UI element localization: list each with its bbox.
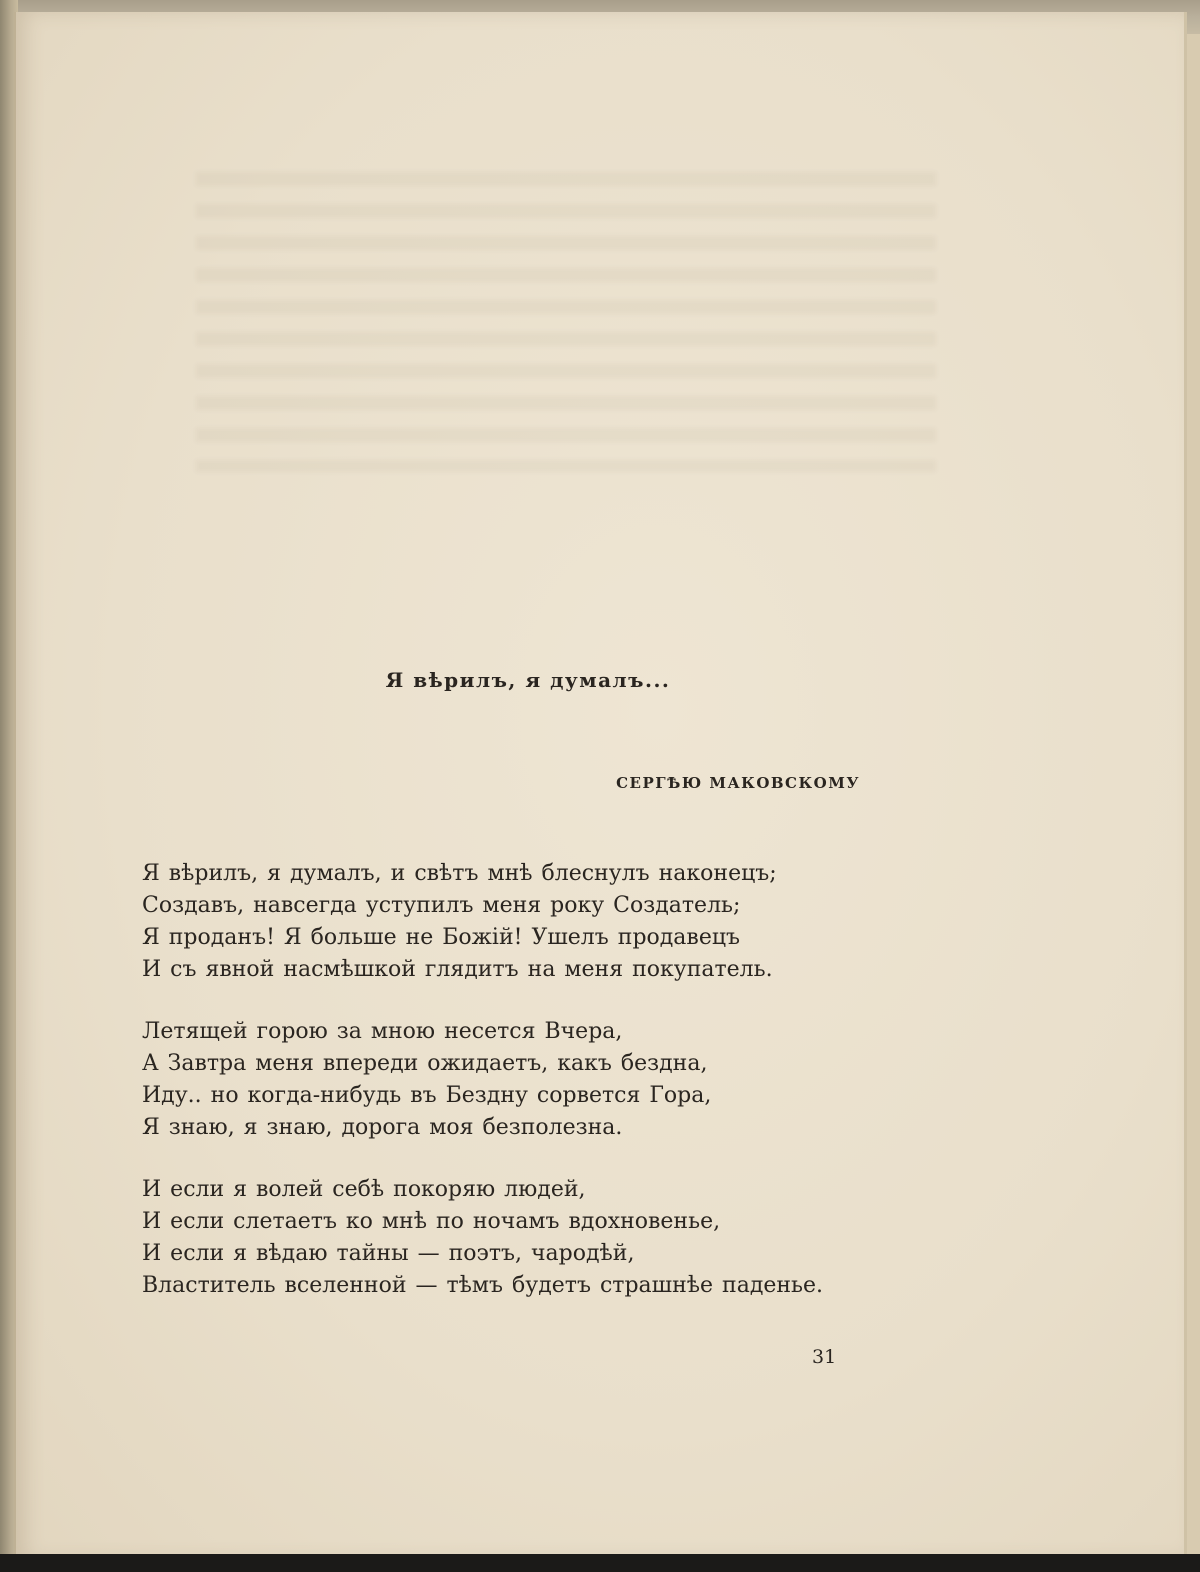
poem-line: И если слетаетъ ко мнѣ по ночамъ вдохновенье, [142,1209,721,1234]
poem-line: И съ явной насмѣшкой глядитъ на меня покупатель. [142,957,773,982]
stanza-3 [142,1174,823,1302]
stanza-1 [142,858,777,986]
stanza-2 [142,1016,711,1144]
poem-line: Иду.. но когда-нибудь въ Бездну сорвется Гора, [142,1083,712,1108]
poem-line: Создавъ, навсегда уступилъ меня року Создатель; [142,893,741,918]
poem-line: И если я вѣдаю тайны — поэтъ, чародѣй, [142,1241,635,1266]
poem-line: И если я волей себѣ покоряю людей, [142,1177,586,1202]
poem-line: Я вѣрилъ, я думалъ, и свѣтъ мнѣ блеснулъ наконецъ; [142,861,777,886]
scan-border-bottom [0,1554,1200,1572]
page-number: 31 [812,1346,837,1368]
poem-line: Я знаю, я знаю, дорога моя безполезна. [142,1115,623,1140]
poem-line: Летящей горою за мною несется Вчера, [142,1019,623,1044]
bleed-through-text [196,172,936,472]
poem-line: Я проданъ! Я больше не Божій! Ушелъ продавецъ [142,925,740,950]
poem-dedication: СЕРГѢЮ МАКОВСКОМУ [616,774,860,792]
poem-title: Я вѣрилъ, я думалъ... [385,668,671,692]
poem-line: Властитель вселенной — тѣмъ будетъ страшнѣе паденье. [142,1273,824,1298]
poem-line: А Завтра меня впереди ожидаетъ, какъ бездна, [142,1051,708,1076]
